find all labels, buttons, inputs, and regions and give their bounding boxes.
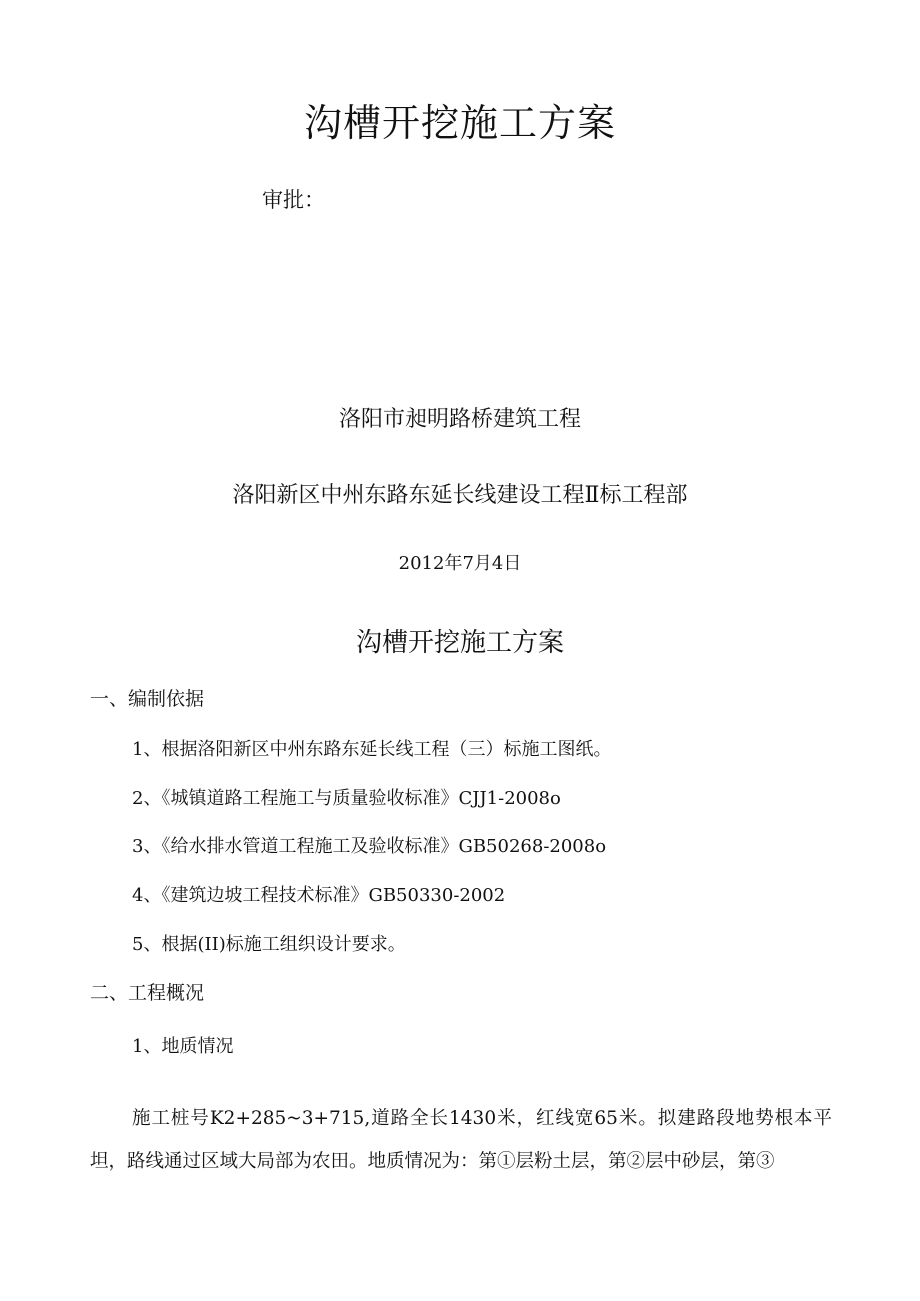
document-date: 2012年7月4日 (398, 553, 522, 574)
subheading-geology: 1、地质情况 (132, 1036, 234, 1057)
plan-title: 沟槽开挖施工方案 (355, 628, 564, 658)
organization-name: 洛阳市昶明路桥建筑工程 (338, 407, 581, 432)
basis-item-3: 3、《给水排水管道工程施工及验收标准》GB50268-2008o (132, 836, 607, 857)
project-department: 洛阳新区中州东路东延长线建设工程Ⅱ标工程部 (232, 483, 688, 508)
section-heading-basis: 一、编制依据 (90, 688, 205, 710)
geology-paragraph: 施工桩号K2+285~3+715,道路全长1430米，红线宽65米。拟建路段地势根本平坦，路线通过区域大局部为农田。地质情况为：第①层粉土层，第②层中砂层，第③ (90, 1108, 832, 1172)
cover-title: 沟槽开挖施工方案 (303, 101, 616, 145)
basis-item-4: 4、《建筑边坡工程技术标准》GB50330-2002 (132, 885, 506, 906)
approval-label: 审批： (262, 188, 325, 212)
basis-item-2: 2、《城镇道路工程施工与质量验收标准》CJJ1-2008o (132, 788, 561, 809)
section-heading-overview: 二、工程概况 (90, 982, 205, 1004)
basis-item-1: 1、根据洛阳新区中州东路东延长线工程（三）标施工图纸。 (132, 739, 612, 760)
basis-item-5: 5、根据(II)标施工组织设计要求。 (132, 934, 406, 955)
